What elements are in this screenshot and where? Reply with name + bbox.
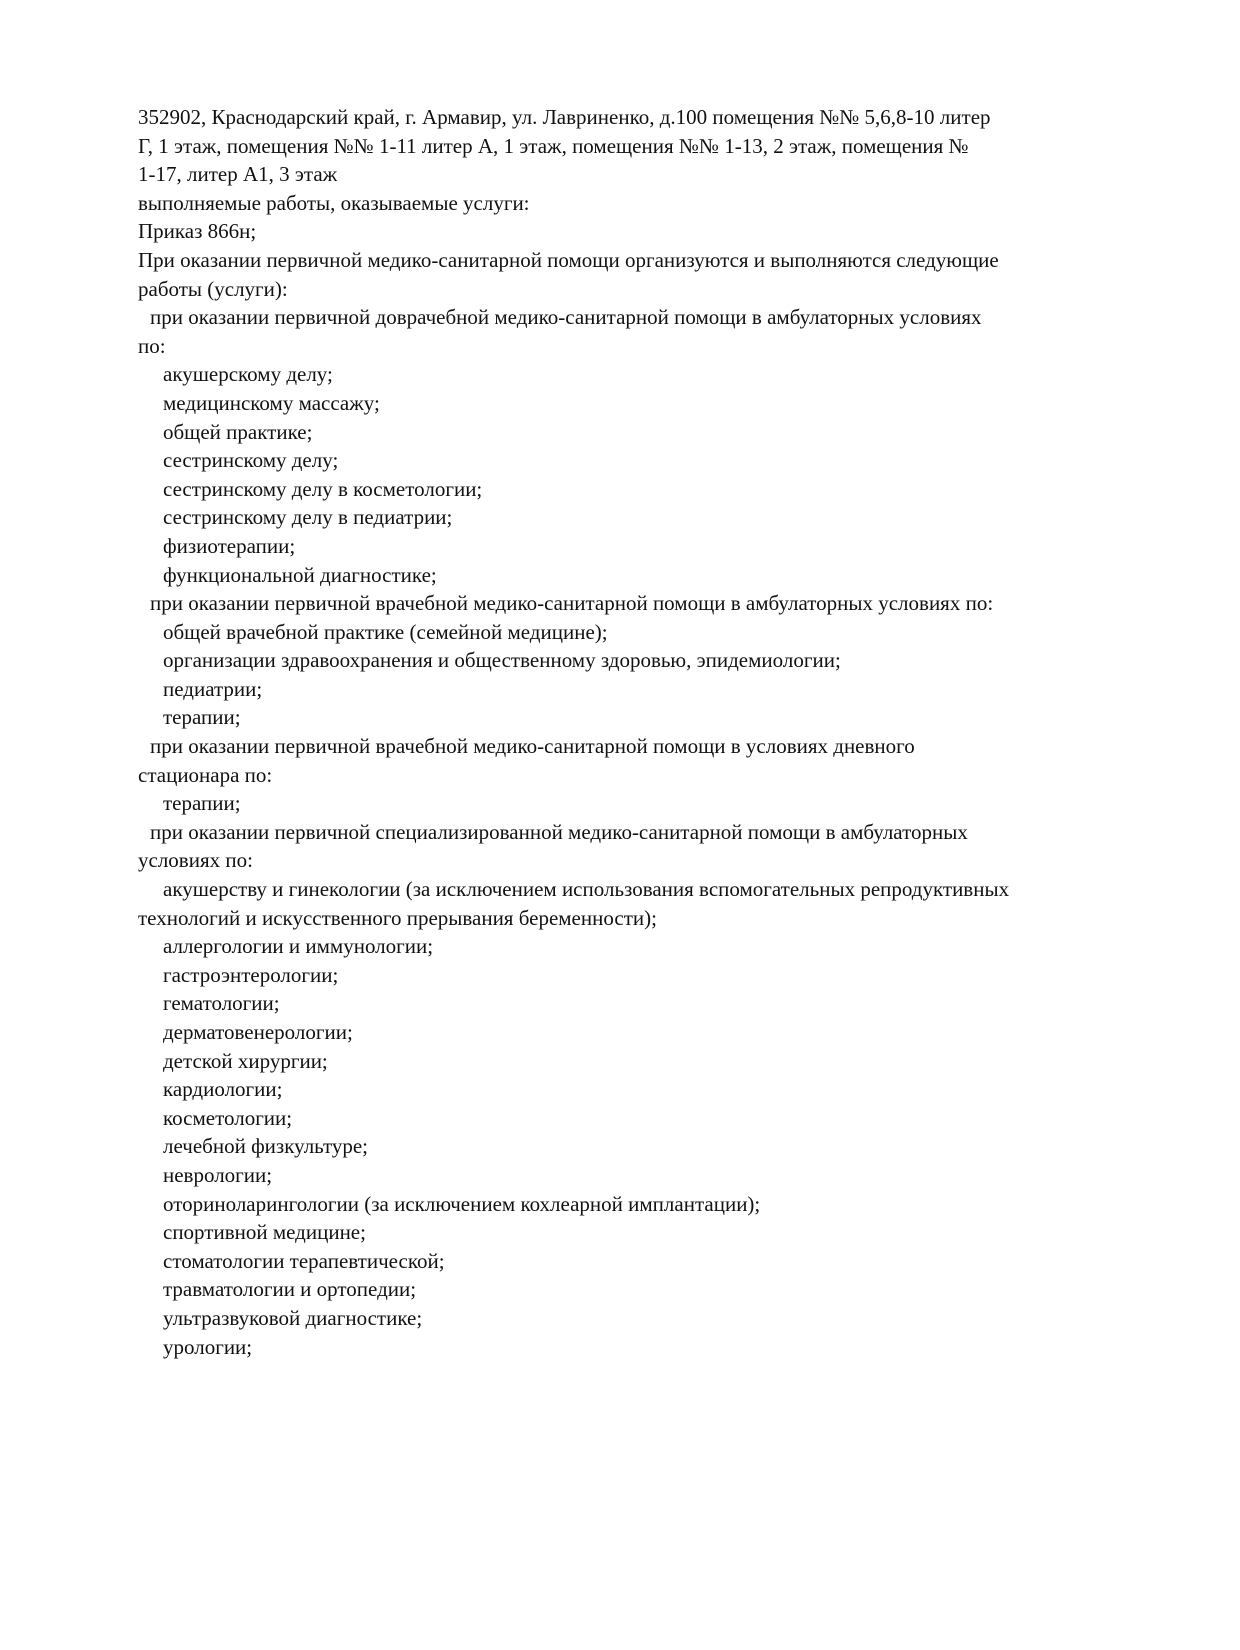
service-item xyxy=(138,703,1128,732)
service-item xyxy=(138,675,1128,704)
service-item xyxy=(138,789,1128,818)
service-item-line: травматологии и ортопедии; xyxy=(163,1277,417,1302)
service-item xyxy=(138,532,1128,561)
service-item xyxy=(138,1047,1128,1076)
service-item xyxy=(138,1132,1128,1161)
service-item-line: функциональной диагностике; xyxy=(163,562,437,587)
address-block xyxy=(138,103,1128,189)
service-item xyxy=(138,932,1128,961)
service-item xyxy=(138,1304,1128,1333)
service-item xyxy=(138,1161,1128,1190)
service-section xyxy=(138,303,1128,589)
service-item xyxy=(138,418,1128,447)
service-item-line: неврологии; xyxy=(163,1162,273,1187)
service-item xyxy=(138,1190,1128,1219)
service-item-line: аллергологии и иммунологии; xyxy=(163,934,434,959)
service-item xyxy=(138,618,1128,647)
document-page xyxy=(138,103,1128,1361)
intro-line: работы (услуги): xyxy=(138,276,288,301)
service-item-line: организации здравоохранения и общественному здоровью, эпидемиологии; xyxy=(163,648,841,673)
service-item-line: технологий и искусственного прерывания беременности); xyxy=(138,905,657,930)
section-heading-line: при оказании первичной врачебной медико-санитарной помощи в условиях дневного xyxy=(150,734,915,759)
service-item xyxy=(138,1275,1128,1304)
service-item-line: общей врачебной практике (семейной медицине); xyxy=(163,619,608,644)
service-item xyxy=(138,1333,1128,1362)
service-item-line: акушерскому делу; xyxy=(163,362,333,387)
address-line: 1-17, литер А1, 3 этаж xyxy=(138,162,338,187)
service-item-line: общей практике; xyxy=(163,419,313,444)
services-sections xyxy=(138,303,1128,1361)
service-item-line: терапии; xyxy=(163,705,241,730)
section-heading-line: условиях по: xyxy=(138,848,253,873)
section-heading-line: при оказании первичной доврачебной медико-санитарной помощи в амбулаторных условиях xyxy=(150,305,982,330)
service-item-line: стоматологии терапевтической; xyxy=(163,1248,445,1273)
service-item-line: акушерству и гинекологии (за исключением использования вспомогательных репродуктивных xyxy=(163,877,1010,902)
address-line: 352902, Краснодарский край, г. Армавир, ул. Лавриненко, д.100 помещения №№ 5,6,8-10 литер xyxy=(138,105,991,129)
service-item-line: лечебной физкультуре; xyxy=(163,1134,369,1159)
service-item-line: детской хирургии; xyxy=(163,1048,328,1073)
service-item-line: физиотерапии; xyxy=(163,533,296,558)
service-item xyxy=(138,1218,1128,1247)
service-item xyxy=(138,1247,1128,1276)
service-item xyxy=(138,503,1128,532)
service-item xyxy=(138,1018,1128,1047)
service-item-line: сестринскому делу; xyxy=(163,448,339,473)
section-heading-line: по: xyxy=(138,333,166,358)
service-item xyxy=(138,360,1128,389)
section-heading-line: при оказании первичной врачебной медико-санитарной помощи в амбулаторных условиях по: xyxy=(150,591,994,616)
service-list xyxy=(138,618,1128,732)
service-item-line: спортивной медицине; xyxy=(163,1220,366,1245)
service-item xyxy=(138,561,1128,590)
service-section xyxy=(138,732,1128,818)
order-reference: Приказ 866н; xyxy=(138,219,257,244)
service-item-line: терапии; xyxy=(163,791,241,816)
service-item xyxy=(138,1104,1128,1133)
intro-line: При оказании первичной медико-санитарной помощи организуются и выполняются следующие xyxy=(138,247,999,272)
service-section xyxy=(138,589,1128,732)
section-heading-line: при оказании первичной специализированной медико-санитарной помощи в амбулаторных xyxy=(150,819,968,844)
service-item-line: гастроэнтерологии; xyxy=(163,962,339,987)
service-item-line: педиатрии; xyxy=(163,676,263,701)
service-item-line: косметологии; xyxy=(163,1105,293,1130)
service-item xyxy=(138,446,1128,475)
intro-paragraph xyxy=(138,246,1128,303)
service-item xyxy=(138,875,1128,932)
service-item-line: гематологии; xyxy=(163,991,280,1016)
service-item xyxy=(138,475,1128,504)
service-item-line: дерматовенерологии; xyxy=(163,1020,353,1044)
service-section xyxy=(138,818,1128,1361)
service-list xyxy=(138,789,1128,818)
service-item-line: сестринскому делу в косметологии; xyxy=(163,476,483,501)
service-list xyxy=(138,360,1128,589)
service-item xyxy=(138,646,1128,675)
service-item xyxy=(138,389,1128,418)
service-item xyxy=(138,961,1128,990)
service-item-line: оториноларингологии (за исключением кохлеарной имплантации); xyxy=(163,1191,761,1216)
service-item-line: ультразвуковой диагностике; xyxy=(163,1305,423,1330)
service-item-line: кардиологии; xyxy=(163,1077,283,1102)
service-item-line: урологии; xyxy=(163,1334,253,1359)
service-item-line: сестринскому делу в педиатрии; xyxy=(163,505,453,530)
service-list xyxy=(138,875,1128,1361)
works-heading: выполняемые работы, оказываемые услуги: xyxy=(138,190,530,215)
service-item xyxy=(138,989,1128,1018)
service-item-line: медицинскому массажу; xyxy=(163,390,380,415)
section-heading-line: стационара по: xyxy=(138,762,273,787)
service-item xyxy=(138,1075,1128,1104)
address-line: Г, 1 этаж, помещения №№ 1-11 литер А, 1 этаж, помещения №№ 1-13, 2 этаж, помещения № xyxy=(138,133,969,158)
